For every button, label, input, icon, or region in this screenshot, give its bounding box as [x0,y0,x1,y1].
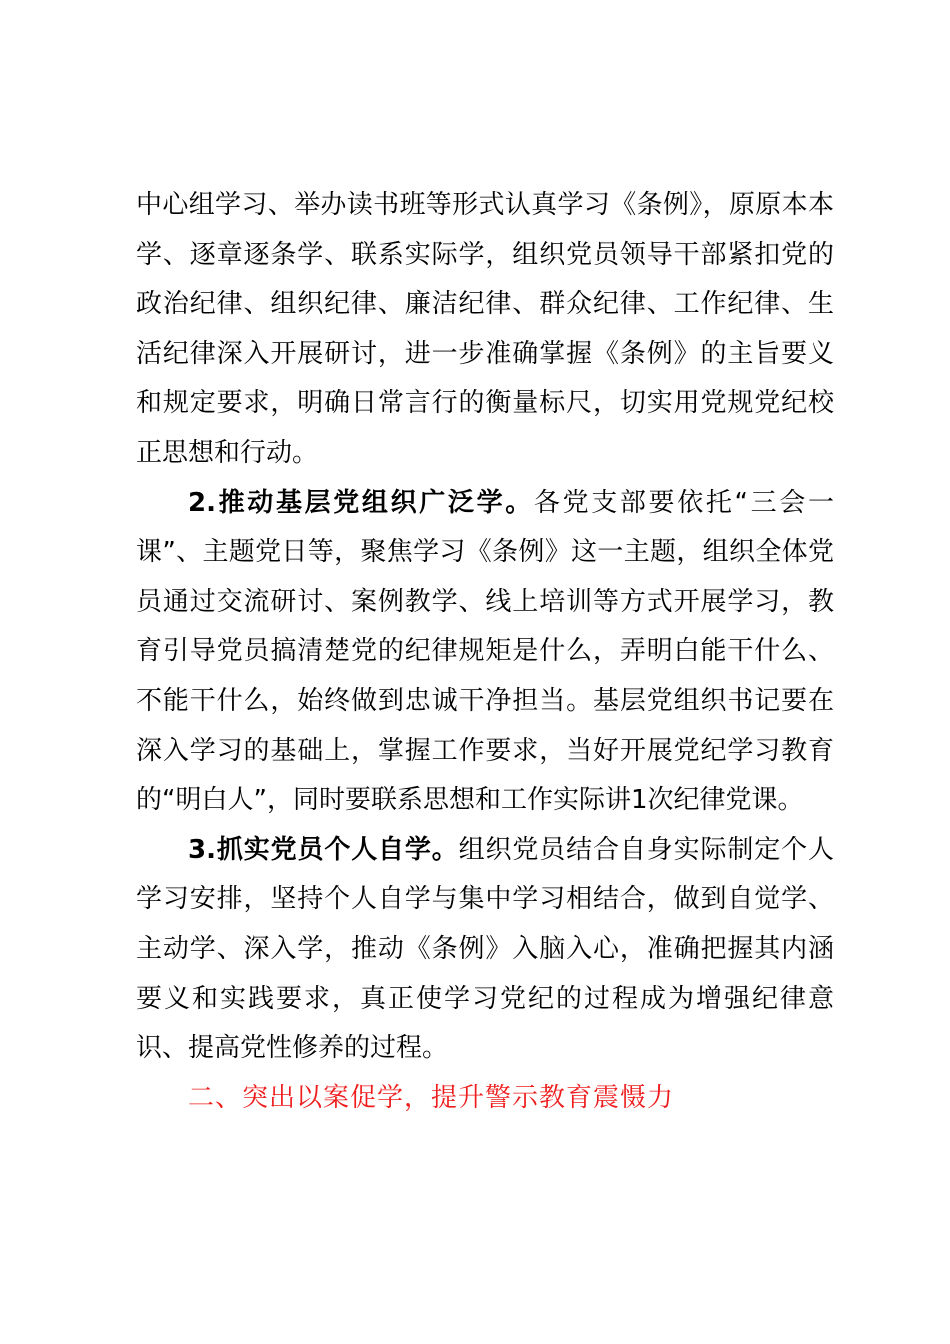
paragraph-lead: 3.抓实党员个人自学。 [188,834,459,865]
paragraph-item-2 [136,479,834,826]
paragraph-item-3 [136,826,834,1074]
section-heading: 二、突出以案促学，提升警示教育震慑力 [188,1082,675,1113]
paragraph-lead: 2.推动基层党组织广泛学。 [188,487,534,518]
document-body [136,181,834,1123]
paragraph-text: 组织党员结合自身实际制定个人学习安排，坚持个人自学与集中学习相结合，做到自觉学、主动学、深入学，推动《条例》入脑入心，准确把握其内涵要义和实践要求，真正使学习党纪的过程成为增强纪律意识、提高党性修养的过程。 [136,834,834,1064]
paragraph-text: 各党支部要依托“三会一课”、主题党日等，聚焦学习《条例》这一主题，组织全体党员通过交流研讨、案例教学、线上培训等方式开展学习，教育引导党员搞清楚党的纪律规矩是什么，弄明白能干什么、不能干什么，始终做到忠诚干净担当。基层党组织书记要在深入学习的基础上，掌握工作要求，当好开展党纪学习教育的“明白人”，同时要联系思想和工作实际讲1次纪律党课。 [136,487,834,816]
paragraph-text: 中心组学习、举办读书班等形式认真学习《条例》，原原本本学、逐章逐条学、联系实际学，组织党员领导干部紧扣党的政治纪律、组织纪律、廉洁纪律、群众纪律、工作纪律、生活纪律深入开展研讨，进一步准确掌握《条例》的主旨要义和规定要求，明确日常言行的衡量标尺，切实用党规党纪校正思想和行动。 [136,190,834,468]
paragraph-continued [136,181,834,479]
